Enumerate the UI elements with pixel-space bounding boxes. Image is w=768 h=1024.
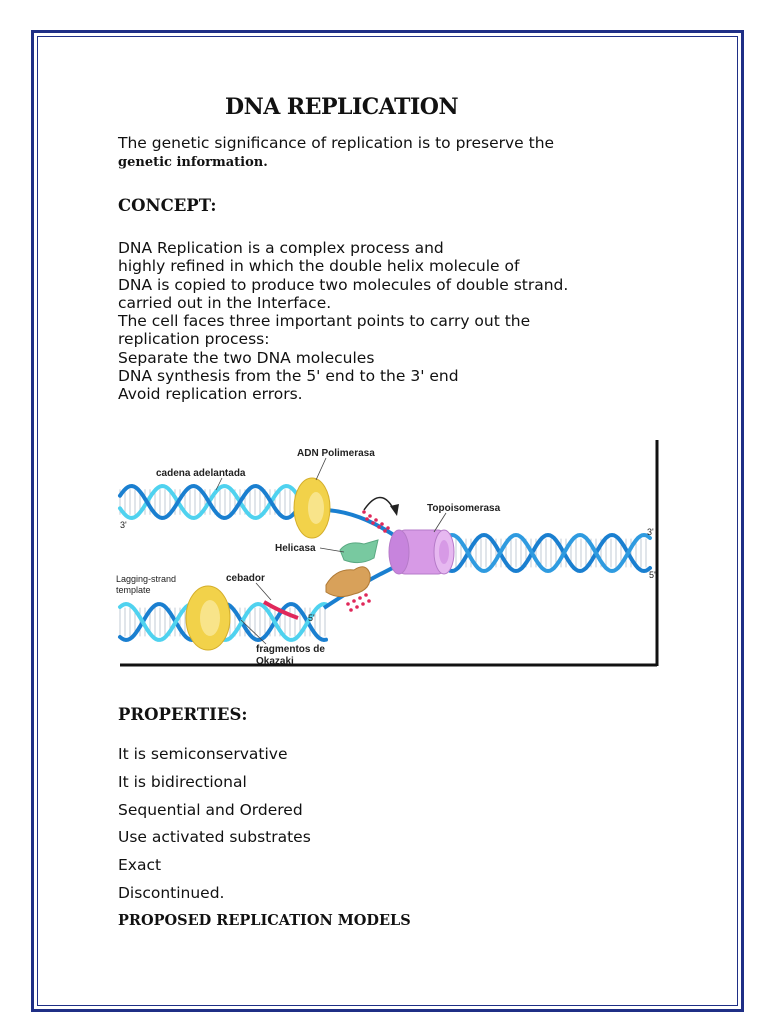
- label-3prime-right: 3': [647, 527, 654, 537]
- property-item: It is semiconservative: [118, 745, 288, 763]
- concept-paragraph: [118, 239, 568, 404]
- properties-heading: PROPERTIES:: [118, 705, 248, 724]
- label-dna-polymerase: ADN Polimerasa: [297, 448, 375, 459]
- concept-heading: CONCEPT:: [118, 196, 217, 215]
- label-lagging-strand: Lagging-strand: [116, 574, 177, 584]
- label-leading-strand: cadena adelantada: [156, 468, 246, 479]
- concept-line: replication process:: [118, 330, 270, 349]
- label-okazaki-2: Okazaki: [256, 656, 294, 667]
- label-primer: cebador: [226, 573, 265, 584]
- intro-text: The genetic significance of replication is to preserve the: [118, 134, 555, 152]
- dna-polymerase-upper: [294, 478, 330, 538]
- concept-line: Separate the two DNA molecules: [118, 348, 375, 367]
- label-okazaki-1: fragmentos de: [256, 644, 325, 655]
- label-topoisomerase: Topoisomerasa: [427, 503, 501, 514]
- property-item: Exact: [118, 856, 162, 875]
- rotation-arrow-head: [390, 504, 399, 516]
- topoisomerase-enzyme: [389, 530, 454, 574]
- dna-polymerase-lower: [186, 586, 230, 650]
- property-item: It is bidirectional: [118, 772, 247, 791]
- label-helicase: Helicasa: [275, 543, 316, 554]
- concept-line: Avoid replication errors.: [118, 385, 303, 404]
- intro-bold-text: genetic information.: [118, 155, 268, 170]
- concept-line: carried out in the Interface.: [118, 293, 332, 312]
- concept-line: DNA Replication is a complex process and: [118, 239, 444, 257]
- label-5prime-mid: 5': [308, 613, 315, 623]
- property-item: Discontinued.: [118, 883, 225, 902]
- concept-line: DNA synthesis from the 5' end to the 3' end: [118, 367, 459, 386]
- concept-line: highly refined in which the double helix molecule of: [118, 257, 520, 276]
- properties-list: [118, 745, 311, 912]
- property-item: Sequential and Ordered: [118, 800, 303, 819]
- concept-line: DNA is copied to produce two molecules of double strand.: [118, 275, 569, 294]
- label-5prime-right: 5': [649, 570, 656, 580]
- property-item: Use activated substrates: [118, 828, 311, 847]
- primase-enzyme: [326, 567, 370, 597]
- label-template: template: [116, 585, 151, 595]
- rotation-arrow: [364, 498, 394, 511]
- helicase-enzyme: [340, 540, 378, 563]
- label-3prime-left: 3': [120, 520, 127, 530]
- models-heading: PROPOSED REPLICATION MODELS: [118, 912, 411, 929]
- page-title: DNA REPLICATION: [225, 94, 459, 120]
- concept-line: The cell faces three important points to carry out the: [118, 312, 531, 331]
- dna-replication-diagram: [116, 440, 661, 670]
